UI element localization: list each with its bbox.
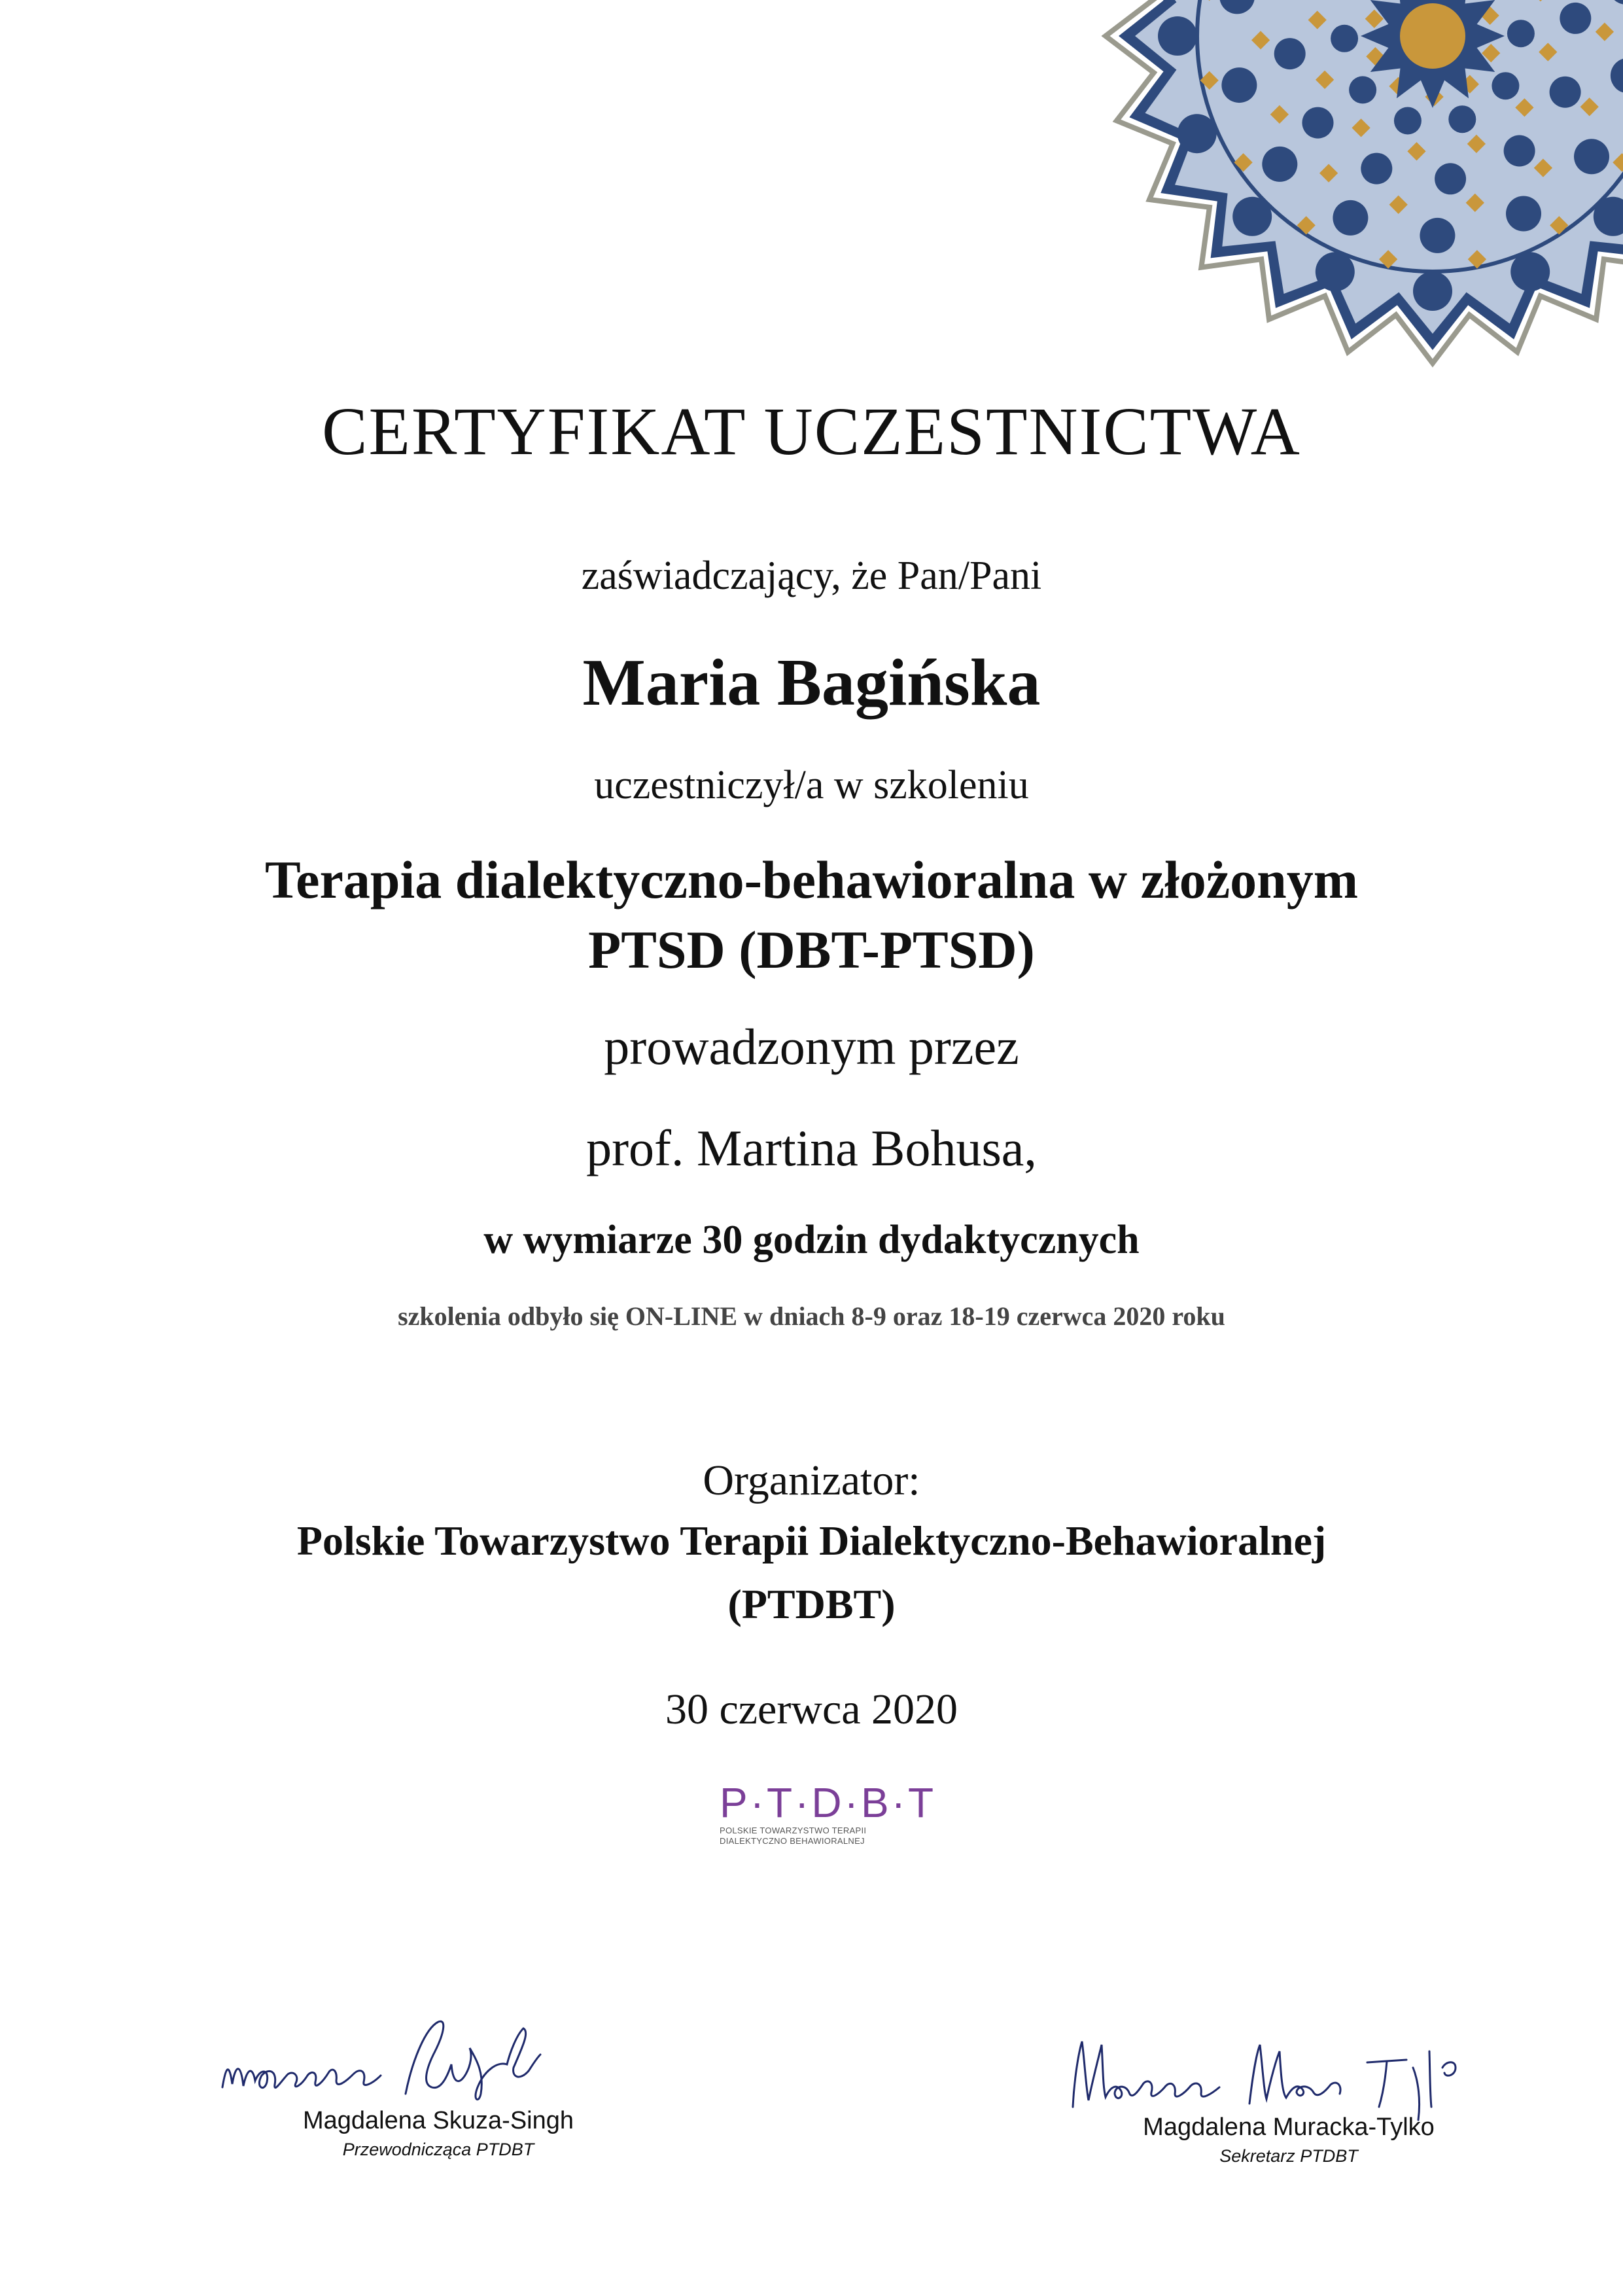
- ornament-petal: [1316, 252, 1355, 291]
- ornament-petal: [1506, 196, 1541, 232]
- organizer-name-line2: (PTDBT): [727, 1581, 896, 1627]
- training-dates: szkolenia odbyło się ON-LINE w dniach 8-9 oraz 18-19 czerwca 2020 roku: [398, 1301, 1225, 1331]
- attest-text: zaświadczający, że Pan/Pani: [581, 554, 1042, 598]
- ornament-center: [1400, 3, 1465, 69]
- participant-name: Maria Bagińska: [582, 646, 1041, 720]
- ornament-petal: [1560, 3, 1591, 34]
- course-title-line2: PTSD (DBT-PTSD): [588, 920, 1035, 980]
- hours-text: w wymiarze 30 godzin dydaktycznych: [483, 1218, 1140, 1262]
- ornament-petal: [1333, 200, 1368, 236]
- ornament-petal: [1221, 67, 1257, 103]
- organizer-label: Organizator:: [703, 1457, 920, 1504]
- issue-date: 30 czerwca 2020: [665, 1686, 958, 1733]
- ornament-petal: [1232, 197, 1272, 236]
- ornament-petal: [1361, 153, 1392, 185]
- organizer-name-line1: Polskie Towarzystwo Terapii Dialektyczno-Behawioralnej: [296, 1517, 1327, 1564]
- handwritten-signature-icon: [209, 2002, 667, 2113]
- led-by-text: prowadzonym przez: [604, 1018, 1019, 1075]
- ornament-petal: [1574, 139, 1609, 174]
- instructor-name: prof. Martina Bohusa,: [586, 1120, 1037, 1176]
- ornament-petal: [1413, 272, 1452, 311]
- mandala-ornament-icon: [1047, 0, 1623, 419]
- ornament-petal: [1504, 135, 1535, 167]
- ornament-petal: [1331, 25, 1358, 52]
- ornament-petal: [1550, 77, 1581, 108]
- signatory-role: Sekretarz PTDBT: [1219, 2146, 1358, 2166]
- ptdbt-logo-icon: [720, 1779, 937, 1858]
- ornament-petal: [1274, 38, 1306, 69]
- ornament-petal: [1302, 107, 1334, 139]
- ornament-petal: [1510, 252, 1550, 291]
- ornament-petal: [1448, 105, 1476, 133]
- ornament-petal: [1420, 218, 1455, 253]
- course-title-line1: Terapia dialektyczno-behawioralna w złożonym: [264, 850, 1359, 910]
- handwritten-signature-icon: [1060, 2015, 1518, 2127]
- signatory-role: Przewodnicząca PTDBT: [342, 2140, 534, 2159]
- ornament-petal: [1435, 163, 1466, 194]
- ornament-petal: [1394, 107, 1422, 135]
- signature-block-secretary: [1060, 2015, 1518, 2166]
- logo-subtitle-line1: POLSKIE TOWARZYSTWO TERAPII: [720, 1826, 867, 1835]
- participation-text: uczestniczył/a w szkoleniu: [594, 763, 1029, 807]
- logo-subtitle-line2: DIALEKTYCZNO BEHAWIORALNEJ: [720, 1836, 865, 1846]
- logo-mark: P·T·D·B·T: [720, 1779, 937, 1826]
- signature-block-president: [209, 2002, 667, 2159]
- certificate-title: CERTYFIKAT UCZESTNICTWA: [322, 394, 1301, 469]
- signatory-name: Magdalena Muracka-Tylko: [1143, 2113, 1435, 2141]
- ornament-petal: [1349, 76, 1376, 103]
- ornament-petal: [1158, 16, 1197, 56]
- ornament-petal: [1507, 20, 1535, 47]
- ornament-petal: [1178, 114, 1217, 153]
- signatory-name: Magdalena Skuza-Singh: [302, 2107, 574, 2134]
- ornament-petal: [1492, 72, 1519, 99]
- ornament-petal: [1262, 147, 1297, 182]
